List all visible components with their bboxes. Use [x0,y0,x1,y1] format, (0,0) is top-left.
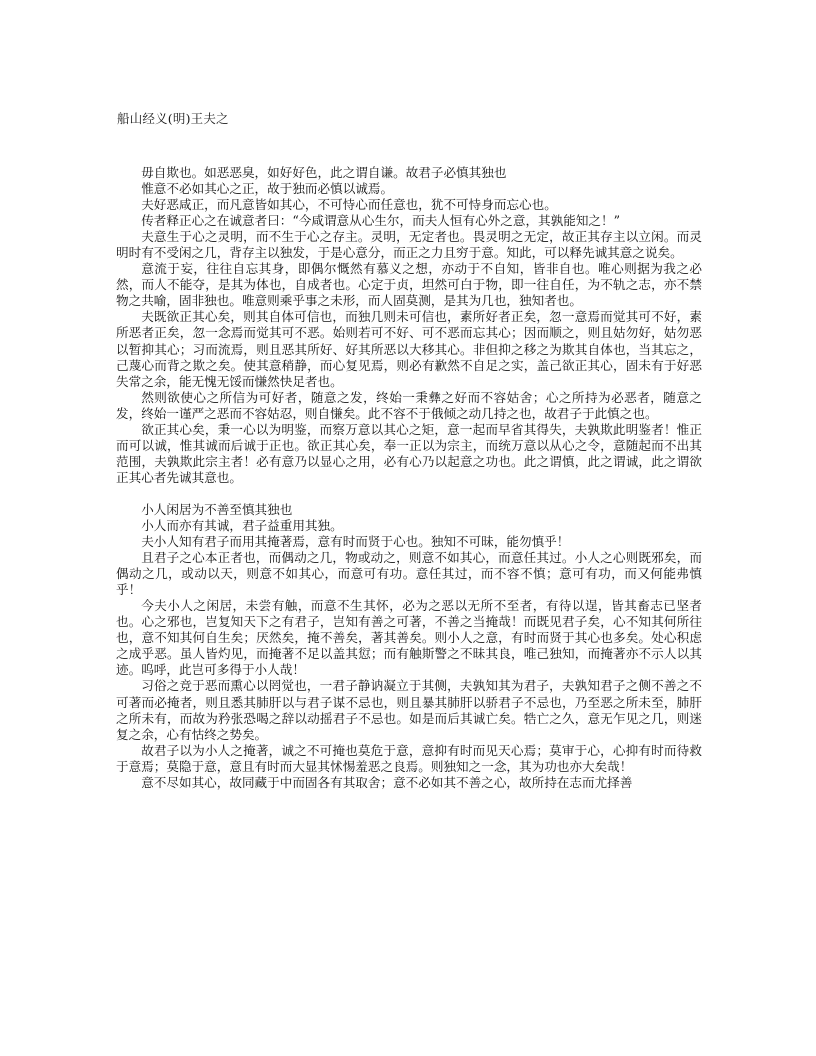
paragraph: 且君子之心本正者也，而偶动之几，物或动之，则意不如其心，而意任其过。小人之心则既邪矣，而偶动之几，或动以天，则意不如其心，而意可有功。意任其过，而不容不慎；意可有功，而又何能弗慎乎！ [116,550,702,598]
paragraph: 故君子以为小人之掩著，诚之不可掩也莫危于意，意抑有时而见天心焉；莫审于心，心抑有时而待救于意焉；莫隐于意，意且有时而大显其怵惕羞恶之良焉。则独知之一念，其为功也亦大矣哉！ [116,742,702,774]
paragraph: 夫小人知有君子而用其掩著焉，意有时而贤于心也。独知不可昧，能勿慎乎！ [141,534,570,550]
paragraph: 夫好恶咸正，而凡意皆如其心，不可恃心而任意也，犹不可恃身而忘心也。 [141,197,557,213]
paragraph: 夫意生于心之灵明，而不生于心之存主。灵明，无定者也。畏灵明之无定，故正其存主以立闲。而灵明时有不受闲之几，背存主以独发，于是心意分，而正之力且穷于意。知此，可以释先诚其意之说矣。 [116,229,702,261]
paragraph: 然则欲使心之所信为可好者，随意之发，终始一秉彝之好而不容姑舍；心之所持为必恶者，随意之发，终始一谨严之恶而不容姑忍，则自慊矣。此不容不于俄倾之动几持之也，故君子于此慎之也。 [116,389,702,421]
document-body [116,165,702,791]
paragraph: 传者释正心之在诚意者曰：“今咸谓意从心生尔，而夫人恒有心外之意，其孰能知之！” [141,213,621,229]
page-title: 船山经义(明)王夫之 [117,111,229,126]
paragraph: 惟意不必如其心之正，故于独而必慎以诚焉。 [141,181,394,197]
paragraph: 今夫小人之闲居，未尝有触，而意不生其怀，必为之恶以无所不至者，有待以逞，皆其畜志已坚者也。心之邪也，岂复知天下之有君子，岂知有善之可著，不善之当掩哉！而既见君子矣，心不知其何所往也，意不知其何自生矣；厌然矣，掩不善矣，著其善矣。则小人之意，有时而贤于其心也多矣。处心积虑之成乎恶。虽人皆灼见，而掩著不足以盖其愆；而有触斯警之不昧其良，唯己独知，而掩著亦不示人以其迹。呜呼，此岂可多得于小人哉！ [116,598,702,678]
paragraph: 欲正其心矣，秉一心以为明鉴，而察万意以其心之矩，意一起而早省其得失，夫孰欺此明鉴者！惟正而可以诚，惟其诚而后诚于正也。欲正其心矣，奉一正以为宗主，而统万意以从心之令，意随起而不出其范围，夫孰欺此宗主者！必有意乃以显心之用，必有心乃以起意之功也。此之谓慎，此之谓诚，此之谓欲正其心者先诚其意也。 [116,421,702,485]
paragraph: 小人而亦有其诚，君子益重用其独。 [141,517,343,533]
paragraph: 习俗之竞于恶而熏心以罔觉也，一君子静讷凝立于其侧，夫孰知其为君子，夫孰知君子之侧不善之不可著而必掩者，则且悉其肺肝以与君子谋不忌也，则且暴其肺肝以骄君子不忌也，乃至恶之所未至，肺肝之所未有，而故为矜张恐喝之辞以动摇君子不忌也。如是而后其诚亡矣。牿亡之久，意无乍见之几，则迷复之余，心有怙终之势矣。 [116,678,702,742]
paragraph: 意不尽如其心，故同藏于中而固各有其取舍；意不必如其不善之心，故所持在志而尤择善 [141,774,633,790]
paragraph: 意流于妄，往往自忘其身，即偶尔慨然有慕义之想，亦动于不自知，皆非自也。唯心则据为我之必然，而人不能夺，是其为体也，自成者也。心定于贞，坦然可白于物，即一往自任，为不轨之志，亦不禁物之共喻，固非独也。唯意则乘乎事之未形，而人固莫测，是其为几也，独知者也。 [116,261,702,309]
section-heading: 小人闲居为不善至慎其独也 [141,501,293,517]
paragraph: 夫既欲正其心矣，则其自体可信也，而独几则未可信也，素所好者正矣，忽一意焉而觉其可不好，素所恶者正矣，忽一念焉而觉其可不恶。始则若可不好、可不恶而忘其心；因而顺之，则且姑勿好，姑勿恶以暂抑其心；习而流焉，则且恶其所好、好其所恶以大移其心。非但抑之移之为欺其自体也，当其忘之，己蔑心而背之欺之矣。使其意稍静，而心复见焉，则必有歉然不自足之实，盖己欲正其心，固未有于好恶失常之余，能无愧无馁而慊然快足者也。 [116,309,702,389]
paragraph: 毋自欺也。如恶恶臭，如好好色，此之谓自谦。故君子必慎其独也 [141,165,507,180]
